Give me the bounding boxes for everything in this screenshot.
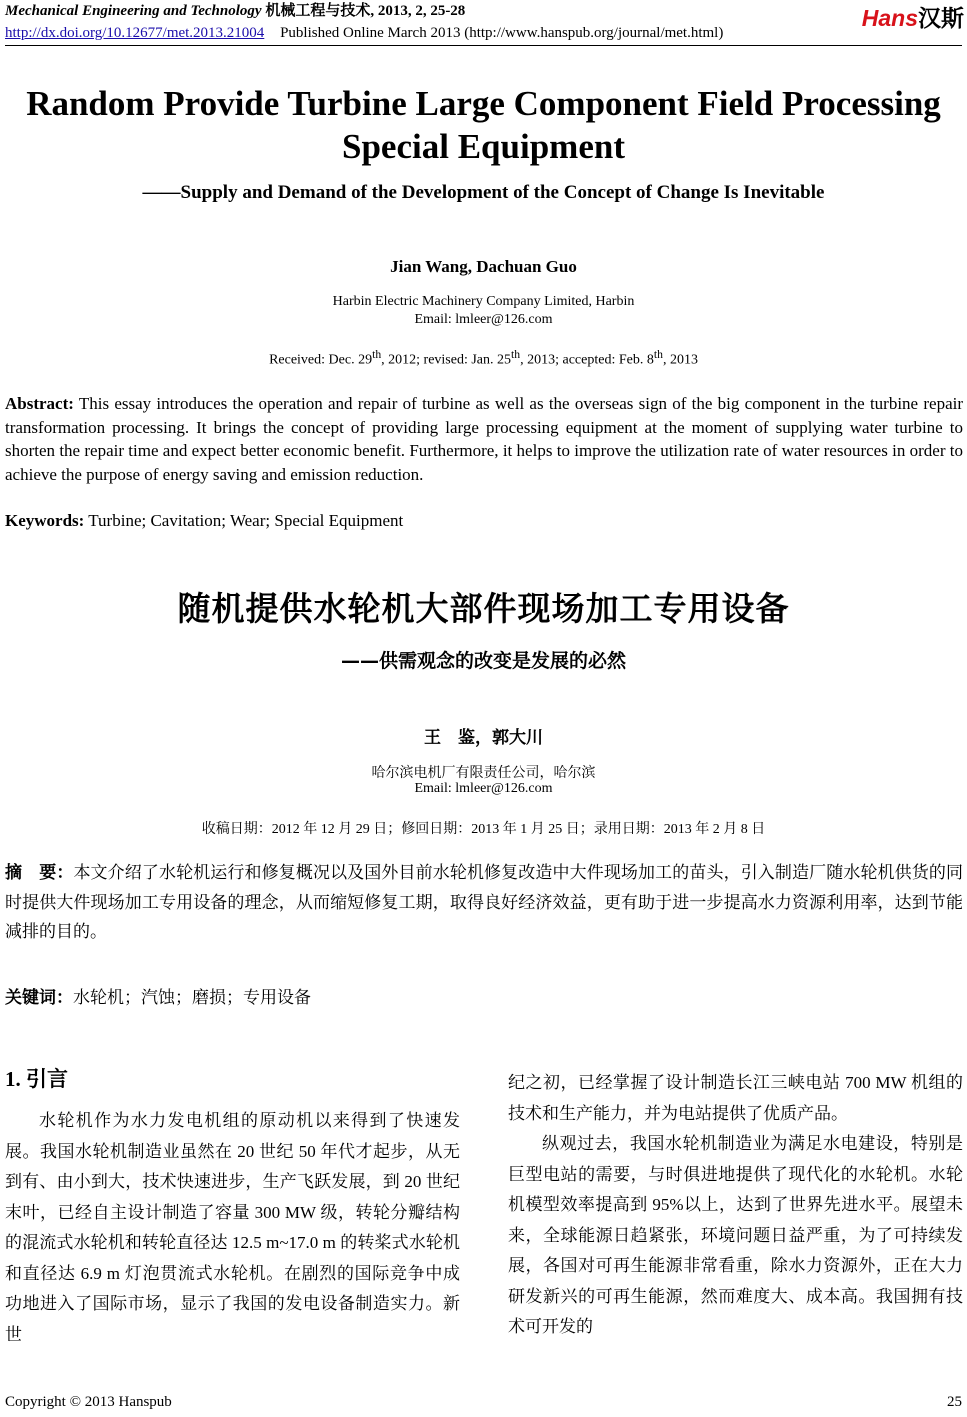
english-title: Random Provide Turbine Large Component Field Processing Special Equipment [26, 84, 941, 166]
abstract-text: This essay introduces the operation and repair of turbine as well as the overseas sign of the big component in the turbine repair transformation processing. It brings the concept of providing large processing equipment at the moment of supplying water turbine to shorten the repair time and expect better economic benefit. Furthermore, it helps to improve the utilization rate of water resources in order to achieve the purpose of energy saving and emission reduction. [5, 394, 963, 484]
published-online: Published Online March 2013 (http://www.hanspub.org/journal/met.html) [280, 25, 724, 41]
journal-header [5, 2, 465, 20]
chinese-affiliation: 哈尔滨电机厂有限责任公司，哈尔滨 [371, 766, 596, 781]
english-subtitle: ——Supply and Demand of the Development of the Concept of Change Is Inevitable [142, 182, 825, 203]
chinese-keywords [5, 983, 963, 1013]
chinese-abstract-text: 本文介绍了水轮机运行和修复概况以及国外目前水轮机修复改造中大件现场加工的苗头，引入制造厂随水轮机供货的同时提供大件现场加工专用设备的理念，从而缩短修复工期，取得良好经济效益，更有助于进一步提高水力资源利用率，达到节能减排的目的。 [5, 863, 963, 941]
body-left-column: 水轮机作为水力发电机组的原动机以来得到了快速发展。我国水轮机制造业虽然在 20 世纪 50 年代才起步，从无到有、由小到大，技术快速进步，生产飞跃发展，到 20 世纪末叶，已经自主设计制造了容量 300 MW 级，转轮分瓣结构的混流式水轮机和转轮直径达 12.5 m~17.0 m 的转桨式水轮机和直径达 6.9 m 灯泡贯流式水轮机。在剧烈的国际竞争中成功地进入了国际市场，显示了我国的发电设备制造实力。新世 [5, 1111, 460, 1344]
journal-cn-info: 机械工程与技术, 2013, 2, 25-28 [265, 3, 466, 19]
body-right-column-continued: 纪之初，已经掌握了设计制造长江三峡电站 700 MW 机组的技术和生产能力，并为电站提供了优质产品。 [508, 1073, 963, 1123]
logo-latin: Hans [861, 5, 918, 31]
chinese-abstract [5, 858, 963, 946]
logo-cn: 汉斯 [918, 5, 964, 31]
abstract-label: Abstract: [5, 394, 74, 413]
doi-link[interactable]: http://dx.doi.org/10.12677/met.2013.21004 [5, 25, 265, 41]
chinese-keywords-label: 关键词： [5, 988, 73, 1008]
chinese-received-dates: 收稿日期：2012 年 12 月 29 日；修回日期：2013 年 1 月 25 日；录用日期：2013 年 2 月 8 日 [201, 822, 766, 837]
chinese-authors: 王 鉴，郭大川 [424, 728, 543, 747]
publisher-logo [862, 0, 964, 33]
english-abstract [5, 392, 963, 486]
english-received-dates: Received: Dec. 29th, 2012; revised: Jan. 25th, 2013; accepted: Feb. 8th, 2013 [269, 348, 698, 368]
chinese-email: Email: lmleer@126.com [414, 781, 553, 796]
body-right-column-paragraph: 纵观过去，我国水轮机制造业为满足水电建设，特别是巨型电站的需要，与时俱进地提供了现代化的水轮机。水轮机模型效率提高到 95%以上，达到了世界先进水平。展望未来，全球能源日趋紧张，环境问题日益严重，为了可持续发展，各国对可再生能源非常看重，除水力资源外，正在大力研发新兴的可再生能源，然而难度大、成本高。我国拥有技术可开发的 [508, 1134, 963, 1336]
doi-line [5, 24, 723, 42]
copyright: Copyright © 2013 Hanspub [5, 1394, 172, 1410]
english-email: Email: lmleer@126.com [414, 312, 553, 327]
chinese-keywords-text: 水轮机；汽蚀；磨损；专用设备 [73, 988, 311, 1007]
page-number: 25 [947, 1394, 962, 1410]
english-authors: Jian Wang, Dachuan Guo [390, 257, 577, 276]
section-heading-introduction: 1. 引言 [5, 1067, 68, 1091]
chinese-title: 随机提供水轮机大部件现场加工专用设备 [177, 589, 790, 628]
chinese-subtitle: ——供需观念的改变是发展的必然 [340, 650, 626, 672]
english-affiliation: Harbin Electric Machinery Company Limited, Harbin [332, 294, 635, 309]
keywords-label: Keywords: [5, 511, 85, 530]
english-keywords [5, 509, 963, 533]
keywords-text: Turbine; Cavitation; Wear; Special Equipment [84, 511, 404, 530]
chinese-abstract-label: 摘 要： [5, 863, 74, 883]
header-divider [5, 45, 962, 46]
journal-name: Mechanical Engineering and Technology [5, 3, 262, 19]
